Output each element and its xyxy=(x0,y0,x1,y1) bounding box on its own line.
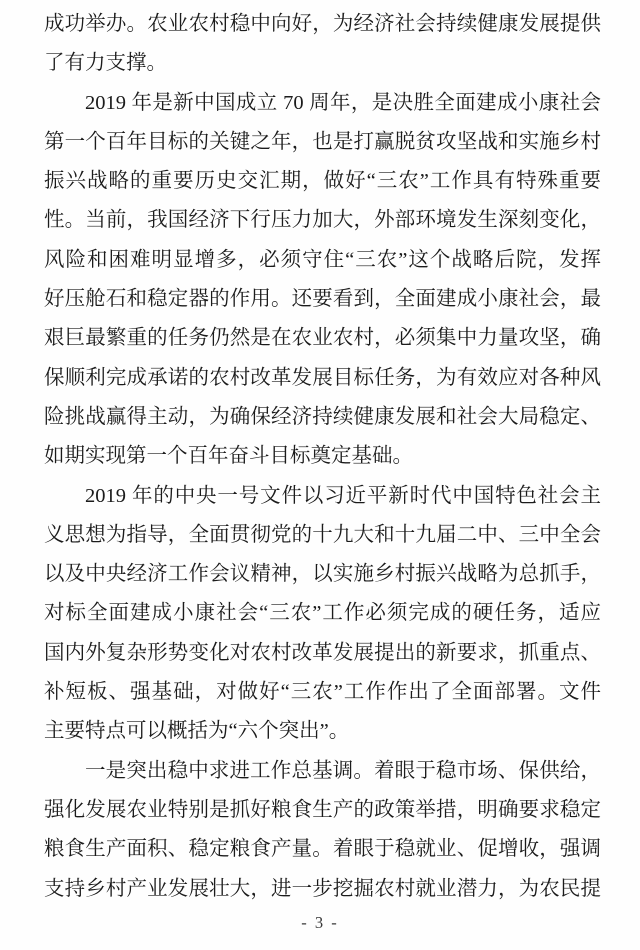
text-line: 2019 年的中央一号文件以习近平新时代中国特色社会主 xyxy=(85,484,601,507)
text-line: 义思想为指导，全面贯彻党的十九大和十九届二中、三中全会 xyxy=(44,523,601,546)
text-line: 强化发展农业特别是抓好粮食生产的政策举措，明确要求稳定 xyxy=(44,798,601,821)
text-line: 以及中央经济工作会议精神，以实施乡村振兴战略为总抓手， xyxy=(44,563,601,586)
text-line: 保顺利完成承诺的农村改革发展目标任务，为有效应对各种风 xyxy=(44,366,601,389)
text-line: 对标全面建成小康社会“三农”工作必须完成的硬任务，适应 xyxy=(44,602,601,625)
text-line: 艰巨最繁重的任务仍然是在农业农村，必须集中力量攻坚，确 xyxy=(44,327,601,350)
text-line: 支持乡村产业发展壮大，进一步挖掘农村就业潜力，为农民提 xyxy=(44,877,601,900)
text-line: 第一个百年目标的关键之年，也是打赢脱贫攻坚战和实施乡村 xyxy=(44,130,601,153)
document-body xyxy=(44,5,601,909)
text-line: 险挑战赢得主动，为确保经济持续健康发展和社会大局稳定、 xyxy=(44,405,601,428)
text-line: 了有力支撑。 xyxy=(44,52,167,75)
text-line: 性。当前，我国经济下行压力加大，外部环境发生深刻变化， xyxy=(44,209,601,232)
text-line: 主要特点可以概括为“六个突出”。 xyxy=(44,720,350,743)
text-line: 国内外复杂形势变化对农村改革发展提出的新要求，抓重点、 xyxy=(44,641,601,664)
text-line: 一是突出稳中求进工作总基调。着眼于稳市场、保供给， xyxy=(85,759,601,782)
text-line: 振兴战略的重要历史交汇期，做好“三农”工作具有特殊重要 xyxy=(44,170,601,193)
text-line: 风险和困难明显增多，必须守住“三农”这个战略后院，发挥 xyxy=(44,248,601,271)
text-line: 好压舱石和稳定器的作用。还要看到，全面建成小康社会，最 xyxy=(44,288,601,311)
text-line: 补短板、强基础，对做好“三农”工作作出了全面部署。文件 xyxy=(44,681,601,704)
text-line: 成功举办。农业农村稳中向好，为经济社会持续健康发展提供 xyxy=(44,13,601,35)
page-number: - 3 - xyxy=(301,913,339,932)
text-line: 粮食生产面积、稳定粮食产量。着眼于稳就业、促增收，强调 xyxy=(44,838,601,861)
text-line: 2019 年是新中国成立 70 周年，是决胜全面建成小康社会 xyxy=(85,91,601,114)
text-line: 如期实现第一个百年奋斗目标奠定基础。 xyxy=(44,445,413,468)
